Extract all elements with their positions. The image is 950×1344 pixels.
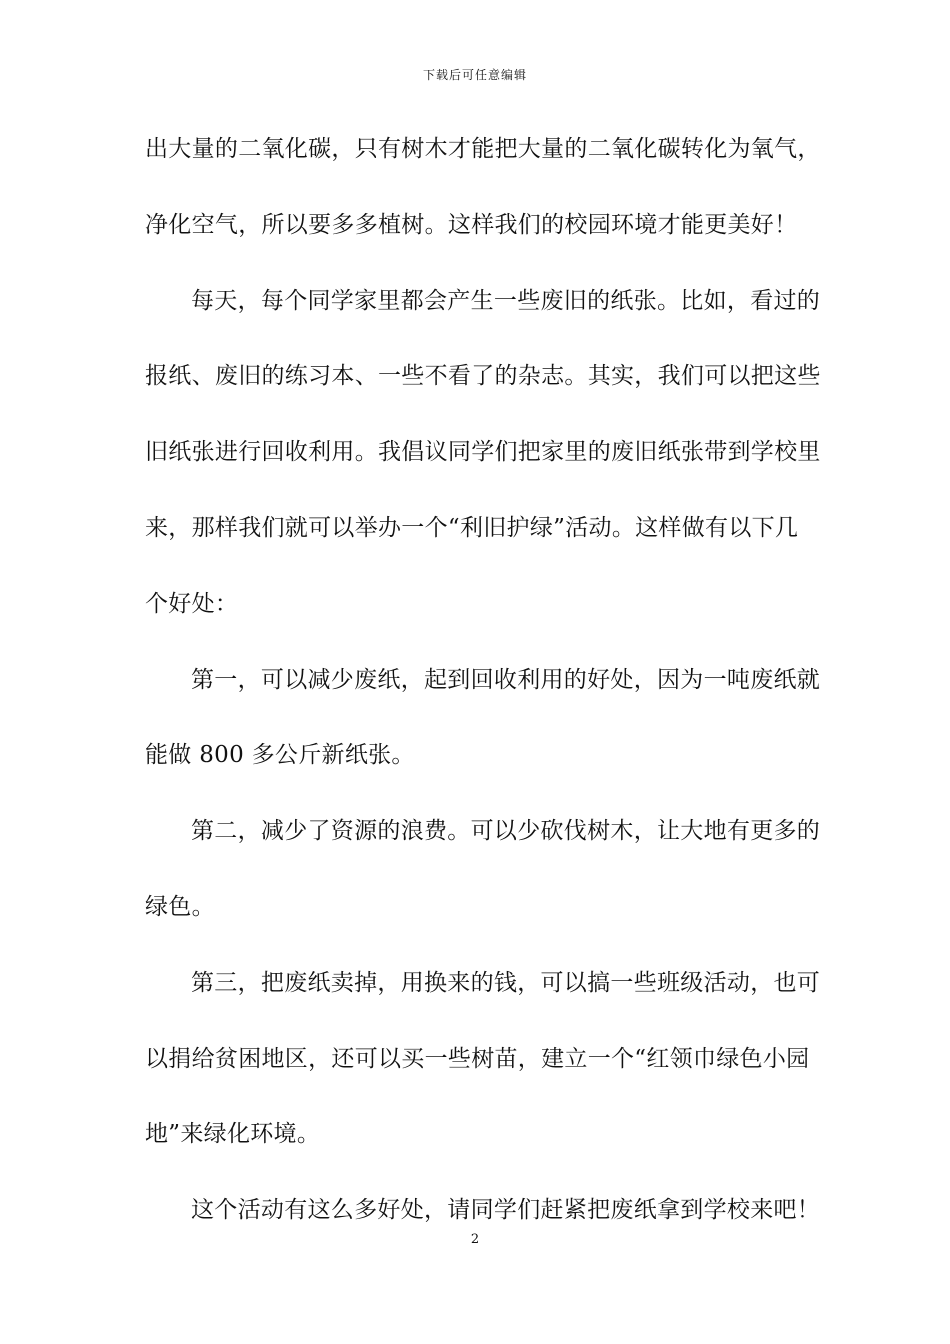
text-line: 出大量的二氧化碳，只有树木才能把大量的二氧化碳转化为氧气， <box>145 136 821 162</box>
document-body <box>145 118 821 1255</box>
page-number: 2 <box>470 1232 480 1247</box>
text-line: 每天，每个同学家里都会产生一些废旧的纸张。比如，看过的 <box>191 287 821 314</box>
text-line: 地”来绿化环境。 <box>145 1121 321 1148</box>
text-line: 能做 800 多公斤新纸张。 <box>145 742 415 769</box>
text-line: 净化空气，所以要多多植树。这样我们的校园环境才能更美好！ <box>145 211 798 238</box>
text-line: 来，那样我们就可以举办一个“利旧护绿”活动。这样做有以下几 <box>145 514 799 541</box>
text-line: 旧纸张进行回收利用。我倡议同学们把家里的废旧纸张带到学校里 <box>145 439 821 466</box>
text-line: 报纸、废旧的练习本、一些不看了的杂志。其实，我们可以把这些 <box>145 363 821 390</box>
text-line: 以捐给贫困地区，还可以买一些树苗，建立一个“红领巾绿色小园 <box>145 1045 810 1072</box>
text-line: 这个活动有这么多好处，请同学们赶紧把废纸拿到学校来吧！ <box>191 1197 821 1224</box>
page-header: 下载后可任意编辑 <box>422 68 527 82</box>
text-line: 第三，把废纸卖掉，用换来的钱，可以搞一些班级活动，也可 <box>191 969 821 996</box>
text-line: 第二，减少了资源的浪费。可以少砍伐树木，让大地有更多的 <box>191 818 821 845</box>
text-line: 绿色。 <box>145 893 215 920</box>
text-line: 个好处： <box>145 590 239 617</box>
text-line: 第一，可以减少废纸，起到回收利用的好处，因为一吨废纸就 <box>191 666 821 693</box>
